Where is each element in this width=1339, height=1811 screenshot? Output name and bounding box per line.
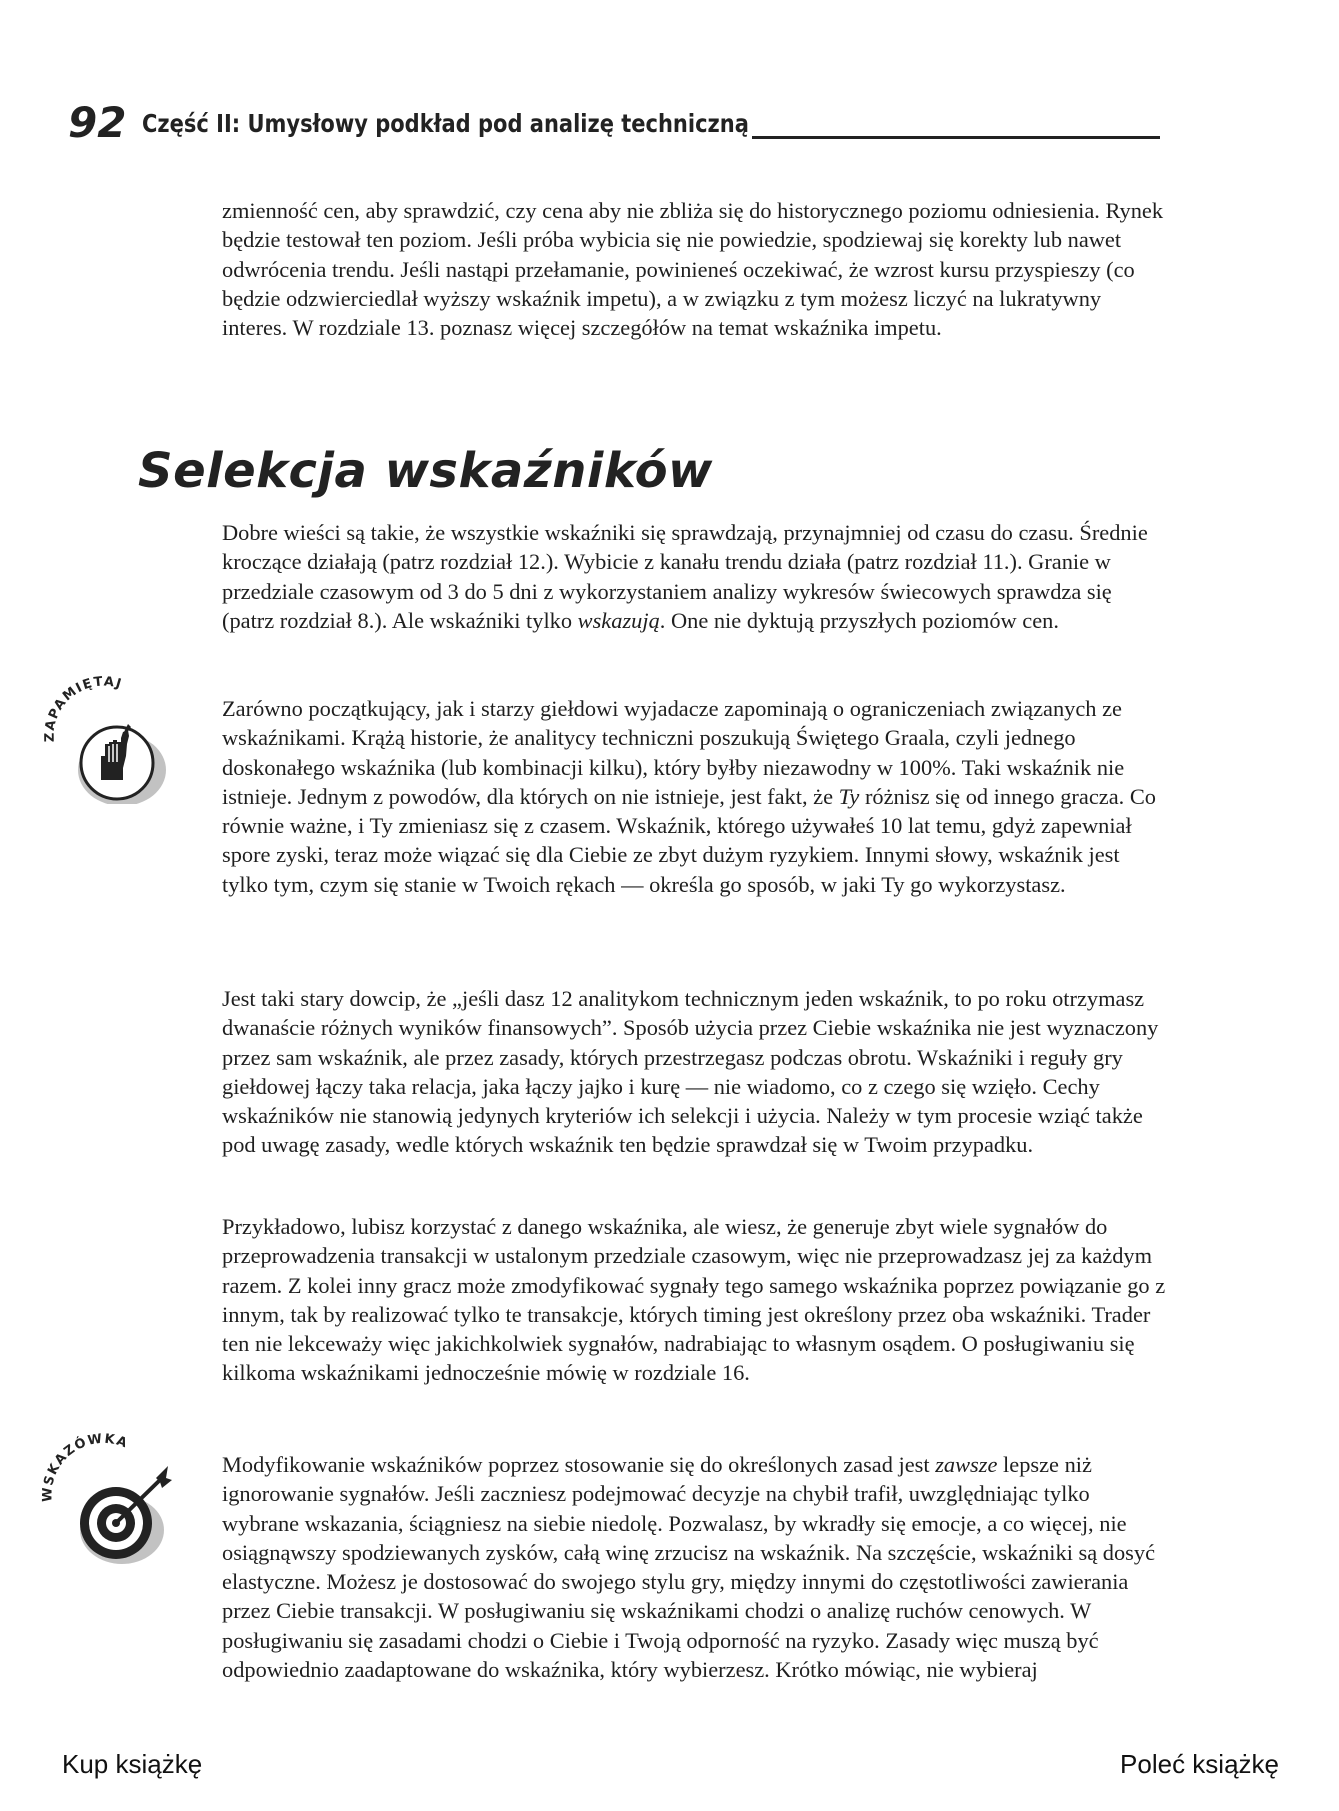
paragraph-text: . One nie dyktują przyszłych poziomów cen. [659,607,1059,633]
paragraph-joke: Jest taki stary dowcip, że „jeśli dasz 12 analitykom technicznym jeden wskaźnik, to po roku otrzymasz dwanaście różnych wyników finansowych”. Sposób użycia przez Ciebie wskaźnika nie jest wyznaczony przez sam wskaźnik, ale przez zasady, których przestrzegasz podczas obrotu. Wskaźniki i reguły gry giełdowej łączy taka relacja, jaka łączy jajko i kurę — nie wiadomo, co z czego się wzięło. Cechy wskaźników nie stanowią jedynych kryteriów ich selekcji i użycia. Należy w tym procesie wziąć także pod uwagę zasady, wedle których wskaźnik ten będzie sprawdzał się w Twoim przypadku. [222,986,1159,1158]
tip-icon [38,1428,174,1564]
target-dart-icon [38,1428,174,1564]
remember-label: ZAPAMIĘTAJ [42,674,125,743]
remember-icon [38,672,170,804]
paragraph-text: Zarówno początkujący, jak i starzy giełdowi wyjadacze zapominają o ograniczeniach związanych ze wskaźnikami. Krążą historie, że analitycy techniczni poszukują Świętego Graala, czyli jednego doskonałego wskaźnika (lub kombinacji kilku), który byłby niezawodny w 100%. Taki wskaźnik nie istnieje. Jednym z powodów, dla których on nie istnieje, jest fakt, że [222,696,1125,809]
tip-label: WSKAZÓWKA [40,1431,131,1503]
paragraph-example: Przykładowo, lubisz korzystać z danego wskaźnika, ale wiesz, że generuje zbyt wiele sygnałów do przeprowadzenia transakcji w ustalonym przedziale czasowym, więc nie przeprowadzasz jej za każdym razem. Z kolei inny gracz może zmodyfikować sygnały tego samego wskaźnika poprzez powiązanie go z innym, tak by realizować tylko te transakcje, których timing jest określony przez oba wskaźniki. Trader ten nie lekceważy więc jakichkolwiek sygnałów, nadrabiając to własnym osądem. O posługiwaniu się kilkoma wskaźnikami jednocześnie mówię w rozdziale 16. [222,1214,1166,1386]
running-header [68,98,1168,148]
buy-book-link[interactable]: Kup książkę [62,1749,203,1779]
running-title: Część II: Umysłowy podkład pod analizę techniczną [142,109,749,138]
paragraph-text: lepsze niż ignorowanie sygnałów. Jeśli zaczniesz podejmować decyzje na chybił trafił, uwzględniając tylko wybrane wskazania, ściągniesz na siebie niedolę. Pozwalasz, by wkradły się emocje, a co więcej, nie osiągnąwszy spodziewanych zysków, całą winę zrzucisz na wskaźnik. Na szczęście, wskaźniki są dosyć elastyczne. Możesz je dostosować do swojego stylu gry, między innymi do częstotliwości zawierania przez Ciebie transakcji. W posługiwaniu się wskaźnikami chodzi o analizę ruchów cenowych. W posługiwaniu się zasadami chodzi o Ciebie i Twoją odporność na ryzyko. Zasady więc muszą być odpowiednio zaadaptowane do wskaźnika, który wybierzesz. Krótko mówiąc, nie wybieraj [222,1452,1156,1683]
emphasis-text: wskazują [577,607,660,633]
paragraph-modifying [222,1450,1168,1684]
emphasis-text: Ty [838,783,860,809]
paragraph-intro [222,518,1168,635]
paragraph-text: różnisz się od innego gracza. Co równie ważne, i Ty zmieniasz się z czasem. Wskaźnik, którego używałeś 10 lat temu, gdyż zapewniał spore zyski, teraz może wiązać się dla Ciebie ze zbyt dużym ryzykiem. Innymi słowy, wskaźnik jest tylko tym, czym się stanie w Twoich rękach — określa go sposób, w jaki Ty go wykorzystasz. [222,783,1156,897]
paragraph-continuation: zmienność cen, aby sprawdzić, czy cena aby nie zbliża się do historycznego poziomu odniesienia. Rynek będzie testował ten poziom. Jeśli próba wybicia się nie powiedzie, spodziewaj się korekty lub nawet odwrócenia trendu. Jeśli nastąpi przełamanie, powinieneś oczekiwać, że wzrost kursu przyspieszy (co będzie odzwierciedlał wyższy wskaźnik impetu), a w związku z tym możesz liczyć na lukratywny interes. W rozdziale 13. poznasz więcej szczegółów na temat wskaźnika impetu. [222,198,1164,341]
page-number: 92 [68,98,127,147]
recommend-book-link[interactable]: Poleć książkę [1120,1749,1279,1779]
paragraph-limitations [222,694,1168,899]
emphasis-text: zawsze [935,1452,998,1477]
raised-hand-icon [38,672,170,804]
paragraph-text: Dobre wieści są takie, że wszystkie wskaźniki się sprawdzają, przynajmniej od czasu do czasu. Średnie kroczące działają (patrz rozdział 12.). Wybicie z kanału trendu działa (patrz rozdział 11.). Granie w przedziale czasowym od 3 do 5 dni z wykorzystaniem analizy wykresów świecowych sprawdza się (patrz rozdział 8.). Ale wskaźniki tylko [222,520,1148,633]
header-rule [752,136,1160,139]
section-heading: Selekcja wskaźników [138,443,713,499]
paragraph-text: Modyfikowanie wskaźników poprzez stosowanie się do określonych zasad jest [222,1452,936,1477]
